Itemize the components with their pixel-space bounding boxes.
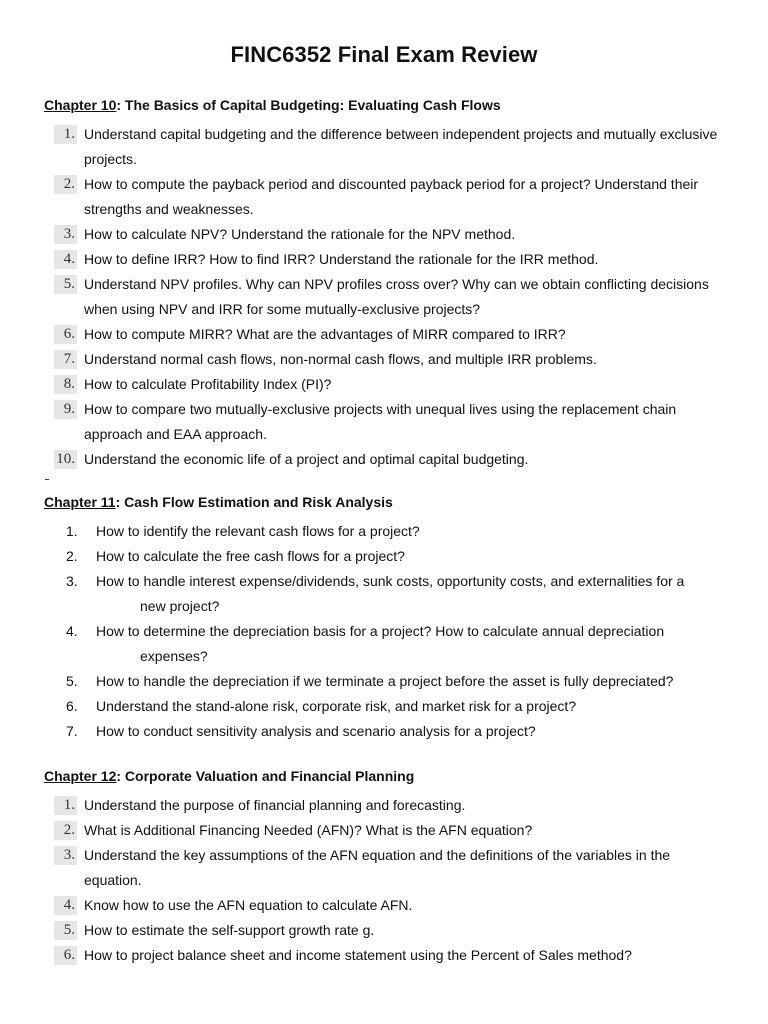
item-text: Understand normal cash flows, non-normal cash flows, and multiple IRR problems. bbox=[84, 351, 597, 367]
item-number: 1. bbox=[66, 523, 78, 539]
chapter-label: Chapter 10 bbox=[44, 97, 117, 113]
item-text: How to identify the relevant cash flows for a project? bbox=[96, 523, 420, 539]
item-number: 2. bbox=[66, 548, 78, 564]
item-number: 3. bbox=[54, 225, 77, 244]
item-number: 7. bbox=[54, 350, 77, 369]
item-number: 1. bbox=[54, 796, 77, 815]
stray-dash-mark bbox=[45, 479, 49, 480]
chapter-label: Chapter 12 bbox=[44, 768, 117, 784]
list-item bbox=[0, 172, 768, 222]
item-number: 5. bbox=[54, 921, 77, 940]
item-number: 6. bbox=[54, 325, 77, 344]
item-text: How to define IRR? How to find IRR? Understand the rationale for the IRR method. bbox=[84, 251, 599, 267]
item-text: Understand the stand-alone risk, corporate risk, and market risk for a project? bbox=[96, 698, 577, 714]
list-item bbox=[0, 397, 768, 447]
list-item bbox=[0, 272, 768, 322]
item-number: 6. bbox=[54, 946, 77, 965]
list-item bbox=[0, 669, 768, 694]
item-number: 6. bbox=[66, 698, 78, 714]
question-list bbox=[0, 122, 768, 472]
item-text: Understand the economic life of a project and optimal capital budgeting. bbox=[84, 451, 529, 467]
list-item bbox=[0, 347, 768, 372]
item-number: 4. bbox=[54, 896, 77, 915]
list-item bbox=[0, 247, 768, 272]
item-text: How to compute MIRR? What are the advantages of MIRR compared to IRR? bbox=[84, 326, 566, 342]
list-item bbox=[0, 943, 768, 968]
list-item bbox=[0, 447, 768, 472]
item-text bbox=[96, 619, 726, 669]
chapter-label: Chapter 11 bbox=[44, 494, 116, 510]
item-text: How to calculate Profitability Index (PI)? bbox=[84, 376, 332, 392]
item-text-line-1: How to handle interest expense/dividends, sunk costs, opportunity costs, and externalities for a bbox=[96, 573, 685, 589]
list-item bbox=[0, 619, 768, 669]
list-item bbox=[0, 893, 768, 918]
list-item bbox=[0, 918, 768, 943]
item-text: Understand NPV profiles. Why can NPV profiles cross over? Why can we obtain conflicting decisions when using NPV and IRR for some mutually-exclusive projects? bbox=[84, 276, 709, 317]
item-text: Understand the key assumptions of the AFN equation and the definitions of the variables in the equation. bbox=[84, 847, 671, 888]
item-number: 3. bbox=[66, 573, 78, 589]
item-number: 3. bbox=[54, 846, 77, 865]
item-number: 4. bbox=[54, 250, 77, 269]
chapter-subtitle: : Corporate Valuation and Financial Planning bbox=[116, 768, 415, 784]
list-item bbox=[0, 519, 768, 544]
item-number: 5. bbox=[54, 275, 77, 294]
item-text: Understand capital budgeting and the difference between independent projects and mutually exclusive projects. bbox=[84, 126, 718, 167]
list-item bbox=[0, 719, 768, 744]
item-text: How to estimate the self-support growth rate g. bbox=[84, 922, 375, 938]
item-text bbox=[96, 569, 726, 619]
item-text: How to conduct sensitivity analysis and scenario analysis for a project? bbox=[96, 723, 536, 739]
list-item bbox=[0, 818, 768, 843]
item-text-line-2: new project? bbox=[140, 598, 220, 614]
chapter-subtitle: : Cash Flow Estimation and Risk Analysis bbox=[115, 494, 393, 510]
item-text: How to compute the payback period and discounted payback period for a project? Understand their strengths and weaknesses. bbox=[84, 176, 699, 217]
item-text: How to compare two mutually-exclusive projects with unequal lives using the replacement chain approach and EAA approach. bbox=[84, 401, 677, 442]
item-text: How to calculate the free cash flows for a project? bbox=[96, 548, 405, 564]
item-number: 9. bbox=[54, 400, 77, 419]
item-number: 2. bbox=[54, 175, 77, 194]
list-item bbox=[0, 122, 768, 172]
section-heading bbox=[44, 97, 501, 113]
list-item bbox=[0, 694, 768, 719]
item-number: 10. bbox=[54, 450, 77, 469]
item-number: 2. bbox=[54, 821, 77, 840]
item-number: 7. bbox=[66, 723, 78, 739]
list-item bbox=[0, 544, 768, 569]
list-item bbox=[0, 222, 768, 247]
section-heading bbox=[44, 768, 414, 784]
item-text: What is Additional Financing Needed (AFN)? What is the AFN equation? bbox=[84, 822, 533, 838]
question-list bbox=[0, 519, 768, 744]
list-item bbox=[0, 569, 768, 619]
list-item bbox=[0, 322, 768, 347]
question-list bbox=[0, 793, 768, 968]
item-number: 5. bbox=[66, 673, 78, 689]
chapter-subtitle: : The Basics of Capital Budgeting: Evaluating Cash Flows bbox=[116, 97, 501, 113]
item-text: How to handle the depreciation if we terminate a project before the asset is fully depreciated? bbox=[96, 673, 674, 689]
section-heading bbox=[44, 494, 393, 510]
item-number: 8. bbox=[54, 375, 77, 394]
item-text-line-1: How to determine the depreciation basis for a project? How to calculate annual depreciation bbox=[96, 623, 665, 639]
item-number: 4. bbox=[66, 623, 78, 639]
item-number: 1. bbox=[54, 125, 77, 144]
item-text: Understand the purpose of financial planning and forecasting. bbox=[84, 797, 466, 813]
item-text: How to project balance sheet and income statement using the Percent of Sales method? bbox=[84, 947, 632, 963]
list-item bbox=[0, 372, 768, 397]
item-text-line-2: expenses? bbox=[140, 648, 208, 664]
page-title: FINC6352 Final Exam Review bbox=[230, 42, 538, 67]
item-text: Know how to use the AFN equation to calculate AFN. bbox=[84, 897, 413, 913]
list-item bbox=[0, 793, 768, 818]
list-item bbox=[0, 843, 768, 893]
item-text: How to calculate NPV? Understand the rationale for the NPV method. bbox=[84, 226, 516, 242]
